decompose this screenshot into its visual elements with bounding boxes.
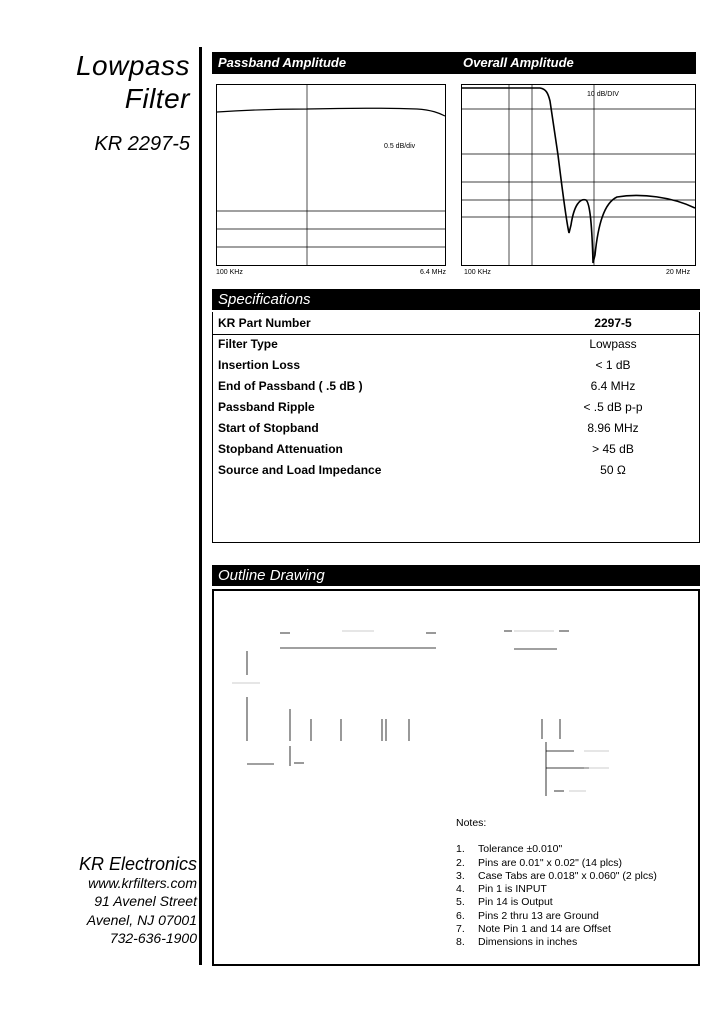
company-phone: 732-636-1900 bbox=[109, 930, 197, 946]
company-name: KR Electronics bbox=[78, 854, 197, 874]
spec-row bbox=[213, 439, 699, 460]
overall-trace bbox=[462, 88, 695, 263]
overall-x-end: 20 MHz bbox=[666, 269, 691, 276]
overall-chart-svg bbox=[462, 85, 695, 265]
specifications-table bbox=[212, 312, 700, 543]
company-website[interactable]: www.krfilters.com bbox=[88, 874, 197, 891]
note-item: 1. Tolerance ±0.010" bbox=[456, 843, 563, 856]
spec-value: > 45 dB bbox=[592, 442, 634, 456]
overall-scale-label: 10 dB/DIV bbox=[587, 91, 619, 98]
overall-x-start: 100 KHz bbox=[464, 269, 491, 276]
spec-label: KR Part Number bbox=[218, 316, 311, 330]
passband-x-start: 100 KHz bbox=[216, 269, 243, 276]
note-item: 2. Pins are 0.01" x 0.02" (14 plcs) bbox=[456, 856, 623, 869]
note-item: 6. Pins 2 thru 13 are Ground bbox=[456, 909, 599, 922]
spec-row bbox=[213, 418, 699, 439]
note-item: 8. Dimensions in inches bbox=[456, 936, 578, 949]
overall-chart bbox=[461, 84, 696, 266]
spec-label: Filter Type bbox=[218, 337, 278, 351]
passband-scale-label: 0.5 dB/div bbox=[384, 143, 416, 150]
notes-title: Notes: bbox=[456, 817, 487, 829]
spec-row bbox=[213, 376, 699, 397]
spec-value: < .5 dB p-p bbox=[583, 400, 643, 414]
product-title-line2: Filter bbox=[124, 83, 190, 114]
spec-label: Source and Load Impedance bbox=[218, 463, 382, 477]
spec-label: Stopband Attenuation bbox=[218, 442, 343, 456]
company-info bbox=[79, 855, 197, 948]
passband-x-end: 6.4 MHz bbox=[420, 269, 447, 276]
spec-value: 50 Ω bbox=[600, 463, 626, 477]
spec-label: End of Passband ( .5 dB ) bbox=[218, 379, 363, 393]
spec-row bbox=[213, 334, 699, 355]
specifications-header bbox=[212, 289, 700, 310]
note-item: 7. Note Pin 1 and 14 are Offset bbox=[456, 923, 611, 936]
note-item: 4. Pin 1 is INPUT bbox=[456, 883, 547, 896]
part-number: KR 2297-5 bbox=[94, 133, 190, 155]
spec-row bbox=[213, 397, 699, 418]
overall-chart-header bbox=[457, 52, 696, 74]
passband-trace bbox=[217, 108, 445, 116]
outline-drawing-header bbox=[212, 565, 700, 586]
passband-chart-title: Passband Amplitude bbox=[218, 55, 347, 70]
spec-row bbox=[213, 355, 699, 376]
spec-row bbox=[213, 313, 699, 335]
passband-chart-header bbox=[212, 52, 457, 74]
outline-notes bbox=[456, 817, 657, 950]
spec-value: < 1 dB bbox=[595, 358, 631, 372]
company-city: Avenel, NJ 07001 bbox=[86, 911, 197, 928]
spec-value: 8.96 MHz bbox=[587, 421, 639, 435]
spec-row bbox=[213, 460, 699, 481]
outline-drawing-title: Outline Drawing bbox=[218, 567, 325, 584]
spec-value: 6.4 MHz bbox=[590, 379, 636, 393]
passband-chart bbox=[216, 84, 446, 266]
passband-chart-svg bbox=[217, 85, 445, 265]
spec-value: Lowpass bbox=[589, 337, 637, 351]
note-item: 5. Pin 14 is Output bbox=[456, 896, 553, 909]
vertical-divider bbox=[199, 47, 202, 965]
spec-label: Insertion Loss bbox=[218, 358, 301, 372]
spec-value: 2297-5 bbox=[594, 316, 632, 330]
specifications-title: Specifications bbox=[218, 291, 311, 308]
company-street: 91 Avenel Street bbox=[94, 893, 197, 909]
overall-chart-title: Overall Amplitude bbox=[463, 55, 574, 70]
note-item: 3. Case Tabs are 0.018" x 0.060" (2 plcs) bbox=[456, 869, 657, 882]
spec-label: Start of Stopband bbox=[218, 421, 319, 435]
spec-label: Passband Ripple bbox=[218, 400, 315, 414]
product-title-line1: Lowpass bbox=[75, 50, 190, 81]
